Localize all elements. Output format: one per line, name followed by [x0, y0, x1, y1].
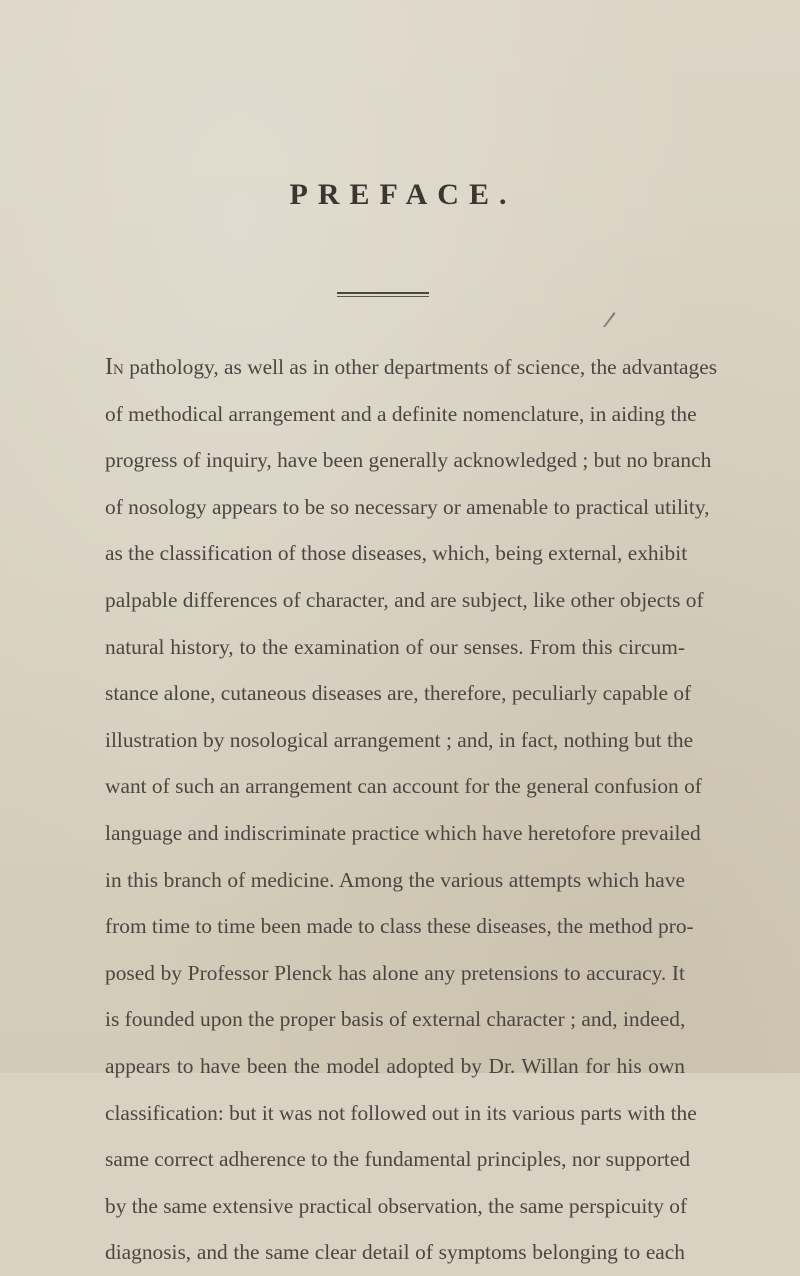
text-line-content: pathology, as well as in other departments of science, the advantages: [129, 355, 718, 379]
text-line: diagnosis, and the same clear detail of symptoms belonging to each: [105, 1240, 685, 1265]
text-line: want of such an arrangement can account for the general confusion of: [105, 774, 702, 799]
text-line: appears to have been the model adopted by Dr. Willan for his own: [105, 1053, 685, 1078]
page-title: PREFACE.: [289, 178, 517, 211]
text-line: of methodical arrangement and a definite nomenclature, in aiding the: [105, 401, 697, 426]
text-line: same correct adherence to the fundamental principles, nor supported: [105, 1147, 691, 1172]
text-line: stance alone, cutaneous diseases are, therefore, peculiarly capable of: [105, 681, 692, 706]
text-line: in this branch of medicine. Among the various attempts which have: [105, 867, 685, 892]
ink-mark-icon: [601, 309, 617, 329]
text-line: progress of inquiry, have been generally acknowledged ; but no branch: [105, 448, 712, 473]
preface-paragraph: [105, 344, 718, 1276]
text-line: illustration by nosological arrangement ; and, in fact, nothing but the: [105, 727, 694, 752]
text-line: [105, 344, 718, 391]
text-line: posed by Professor Plenck has alone any pretensions to accuracy. It: [105, 960, 685, 985]
text-line: language and indiscriminate practice which have heretofore prevailed: [105, 820, 701, 845]
dropcap-letter: I: [105, 354, 113, 380]
title-rule: [337, 292, 429, 297]
text-line: by the same extensive practical observation, the same perspicuity of: [105, 1193, 688, 1218]
text-line: as the classification of those diseases, which, being external, exhibit: [105, 541, 688, 566]
text-line: classification: but it was not followed out in its various parts with the: [105, 1100, 697, 1125]
text-line: of nosology appears to be so necessary or amenable to practical utility,: [105, 494, 710, 519]
dropcap-rest: n: [113, 355, 124, 379]
text-line: is founded upon the proper basis of external character ; and, indeed,: [105, 1007, 686, 1032]
text-line: natural history, to the examination of our senses. From this circum-: [105, 634, 685, 659]
text-line: from time to time been made to class these diseases, the method pro-: [105, 914, 694, 939]
text-line: palpable differences of character, and are subject, like other objects of: [105, 587, 704, 612]
